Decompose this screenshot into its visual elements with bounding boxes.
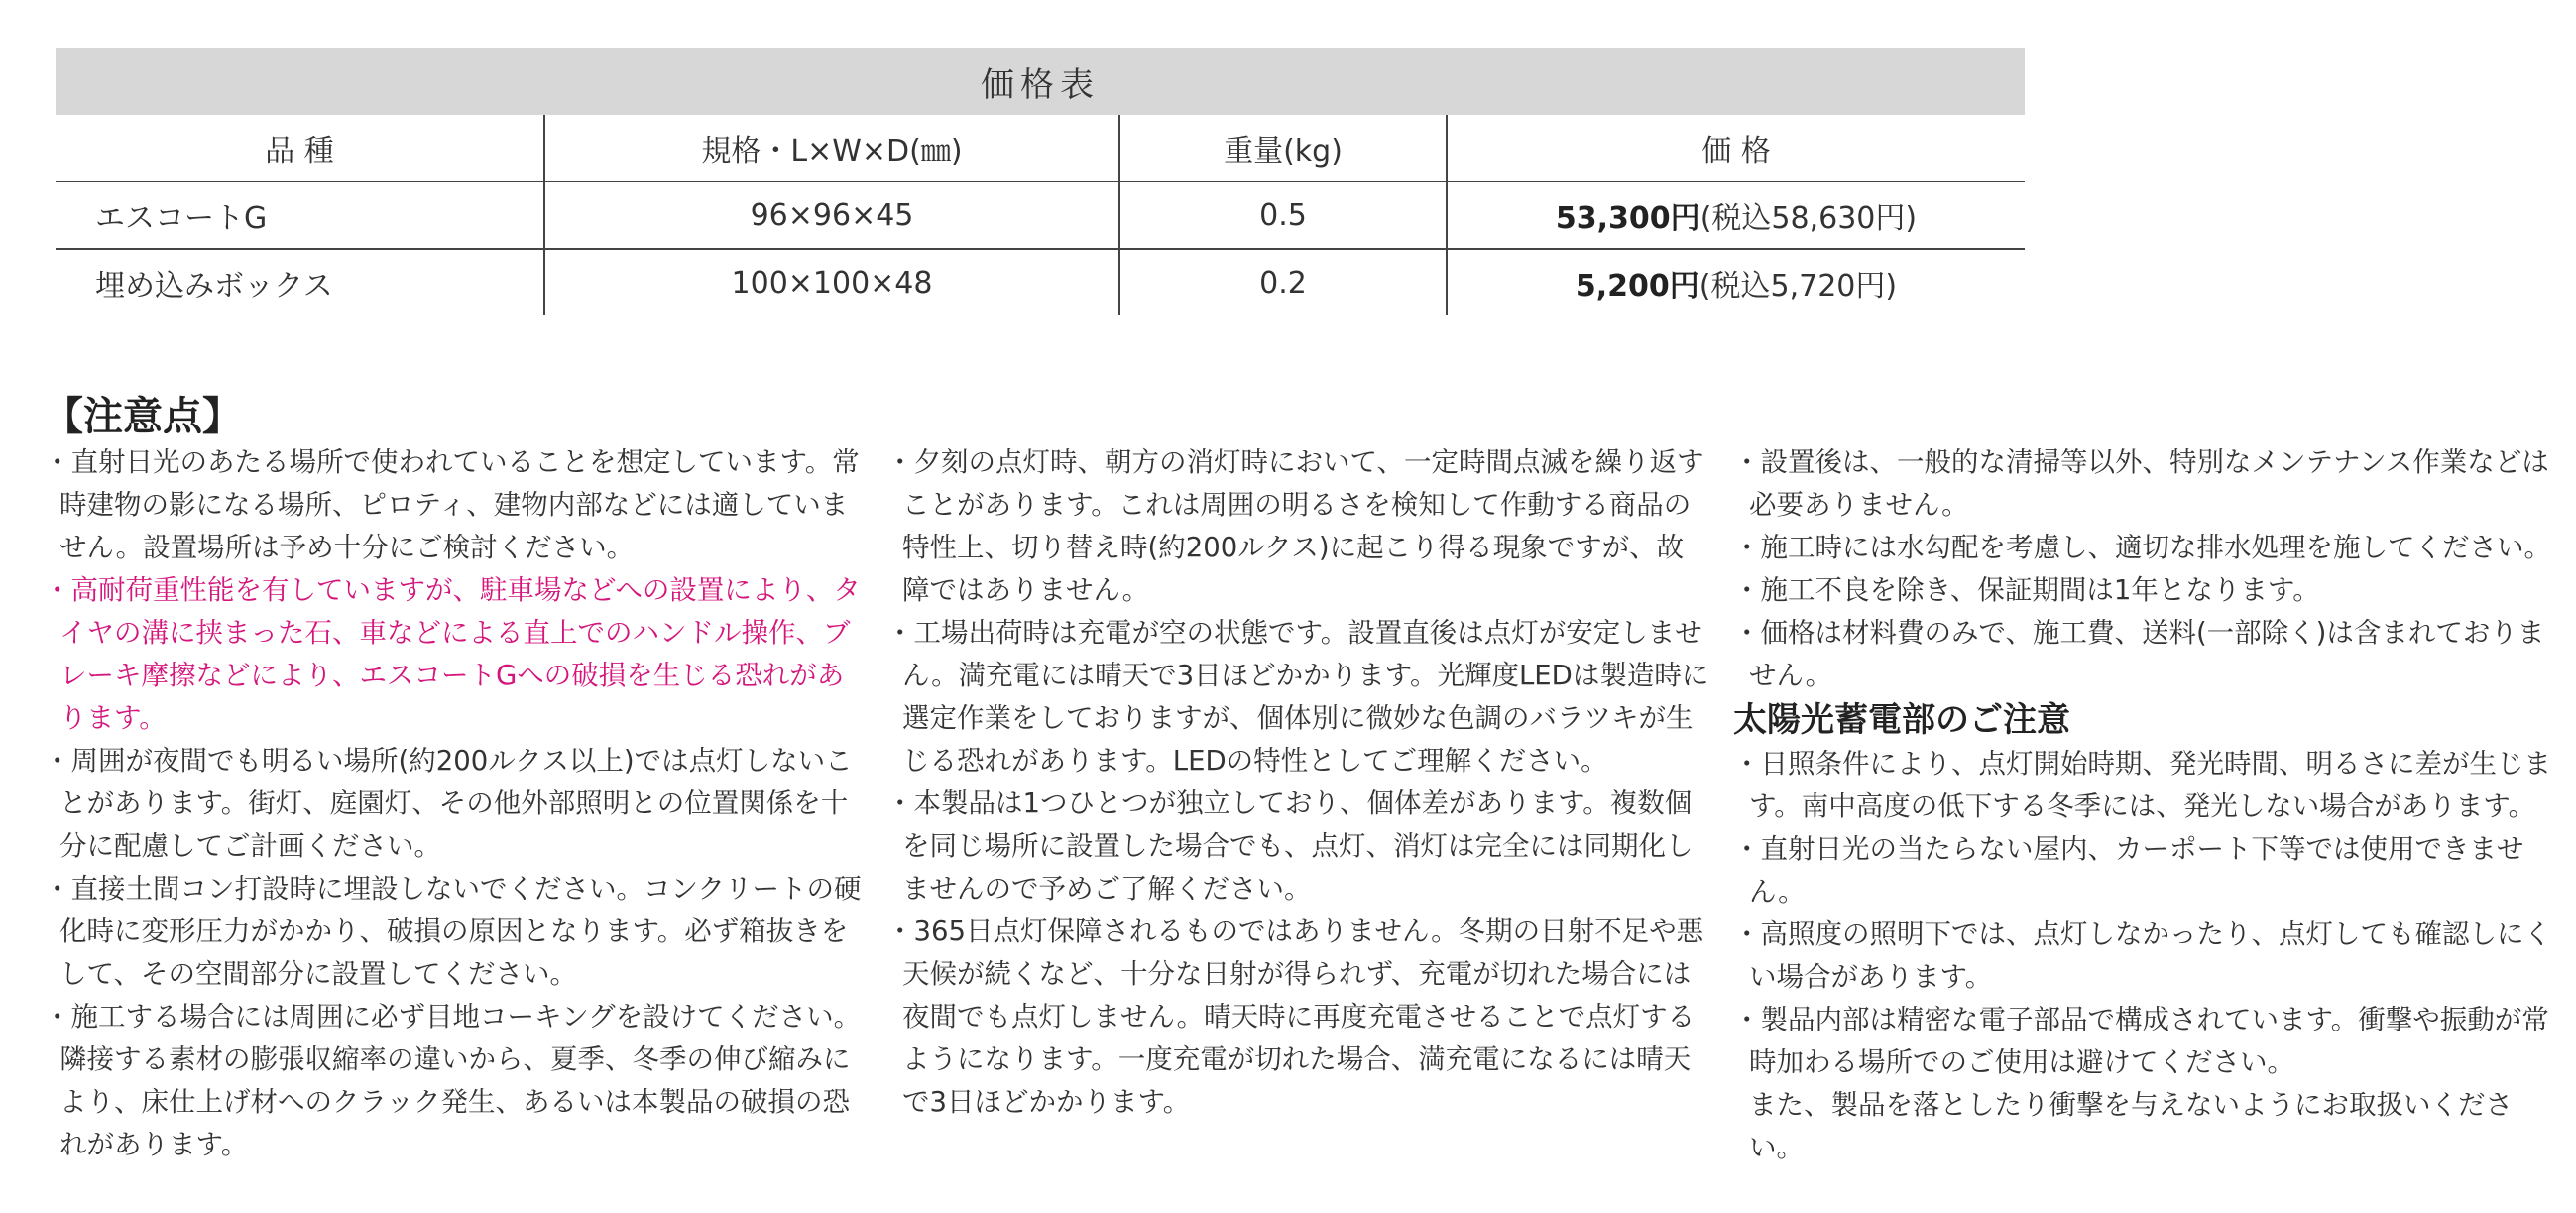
notes-column-3: [1733, 441, 2556, 1169]
solar-section-heading: 太陽光蓄電部のご注意: [1733, 700, 2070, 740]
table-row: [56, 249, 2025, 315]
note-item: ・周囲が夜間でも明るい場所(約200ルクス以上)では点灯しないことがあります。街灯、庭園灯、その他外部照明との位置関係を十分に配慮してご計画ください。: [44, 745, 853, 862]
notes-column-2: [886, 441, 1709, 1124]
header-product: 品 種: [56, 115, 544, 182]
product-spec: 100×100×48: [544, 249, 1119, 315]
table-row: [56, 182, 2025, 249]
header-weight: 重量(kg): [1119, 115, 1447, 182]
note-item: ・製品内部は精密な電子部品で構成されています。衝撃や振動が常時加わる場所でのご使用は避けてください。: [1733, 1004, 2549, 1078]
note-item: ・工場出荷時は充電が空の状態です。設置直後は点灯が安定しません。満充電には晴天で3日ほどかかります。光輝度LEDは製造時に選定作業をしておりますが、個体別に微妙な色調のバラツキが生じる恐れがあります。LEDの特性としてご理解ください。: [886, 617, 1709, 777]
note-item: ・高照度の照明下では、点灯しなかったり、点灯しても確認しにくい場合があります。: [1733, 918, 2551, 993]
note-item: ・価格は材料費のみで、施工費、送料(一部除く)は含まれておりません。: [1733, 617, 2545, 691]
notes-heading: 【注意点】: [44, 394, 242, 439]
note-item: ・直接土間コン打設時に埋設しないでください。コンクリートの硬化時に変形圧力がかかり、破損の原因となります。必ず箱抜きをして、その空間部分に設置してください。: [44, 873, 862, 990]
price-value: 5,200円: [1575, 269, 1699, 303]
note-item-continued: また、製品を落としたり衝撃を与えないようにお取扱いください。: [1749, 1089, 2513, 1163]
price-table: [56, 48, 2025, 315]
note-item: ・直射日光のあたる場所で使われていることを想定しています。常時建物の影になる場所、ピロティ、建物内部などには適していません。設置場所は予め十分にご検討ください。: [44, 446, 860, 563]
price-tax: (税込58,630円): [1699, 201, 1918, 236]
product-price: [1447, 182, 2025, 249]
price-table-title: 価格表: [56, 48, 2025, 115]
note-item: ・施工する場合には周囲に必ず目地コーキングを設けてください。隣接する素材の膨張収縮率の違いから、夏季、冬季の伸び縮みにより、床仕上げ材へのクラック発生、あるいは本製品の破損の恐れがあります。: [44, 1001, 862, 1160]
price-value: 53,300円: [1555, 201, 1700, 236]
product-spec: 96×96×45: [544, 182, 1119, 249]
product-name: エスコートG: [56, 182, 544, 249]
note-item: ・施工時には水勾配を考慮し、適切な排水処理を施してください。: [1733, 532, 2551, 563]
note-item: ・365日点灯保障されるものではありません。冬期の日射不足や悪天候が続くなど、十分な日射が得られず、充電が切れた場合には夜間でも点灯しません。晴天時に再度充電させることで点灯するようになります。一度充電が切れた場合、満充電になるには晴天で3日ほどかかります。: [886, 915, 1704, 1118]
product-name: 埋め込みボックス: [56, 249, 544, 315]
note-item: ・夕刻の点灯時、朝方の消灯時において、一定時間点滅を繰り返すことがあります。これは周囲の明るさを検知して作動する商品の特性上、切り替え時(約200ルクス)に起こり得る現象ですが、故障ではありません。: [886, 446, 1704, 606]
product-weight: 0.2: [1119, 249, 1447, 315]
product-price: [1447, 249, 2025, 315]
note-item: ・施工不良を除き、保証期間は1年となります。: [1733, 574, 2320, 606]
product-weight: 0.5: [1119, 182, 1447, 249]
price-tax: (税込5,720円): [1698, 269, 1898, 303]
note-item: ・設置後は、一般的な清掃等以外、特別なメンテナンス作業などは必要ありません。: [1733, 446, 2549, 521]
note-item: ・本製品は1つひとつが独立しており、個体差があります。複数個を同じ場所に設置した場合でも、点灯、消灯は完全には同期化しませんので予めご了解ください。: [886, 788, 1694, 905]
header-price: 価 格: [1447, 115, 2025, 182]
note-item: ・直射日光の当たらない屋内、カーポート下等では使用できません。: [1733, 833, 2524, 908]
note-item-warning: ・高耐荷重性能を有していますが、駐車場などへの設置により、タイヤの溝に挟まった石、車などによる直上でのハンドル操作、ブレーキ摩擦などにより、エスコートGへの破損を生じる恐れがあります。: [44, 574, 861, 734]
notes-column-1: [44, 441, 867, 1166]
header-spec: 規格・L×W×D(㎜): [544, 115, 1119, 182]
note-item: ・日照条件により、点灯開始時期、発光時間、明るさに差が生じます。南中高度の低下する冬季には、発光しない場合があります。: [1733, 748, 2551, 822]
